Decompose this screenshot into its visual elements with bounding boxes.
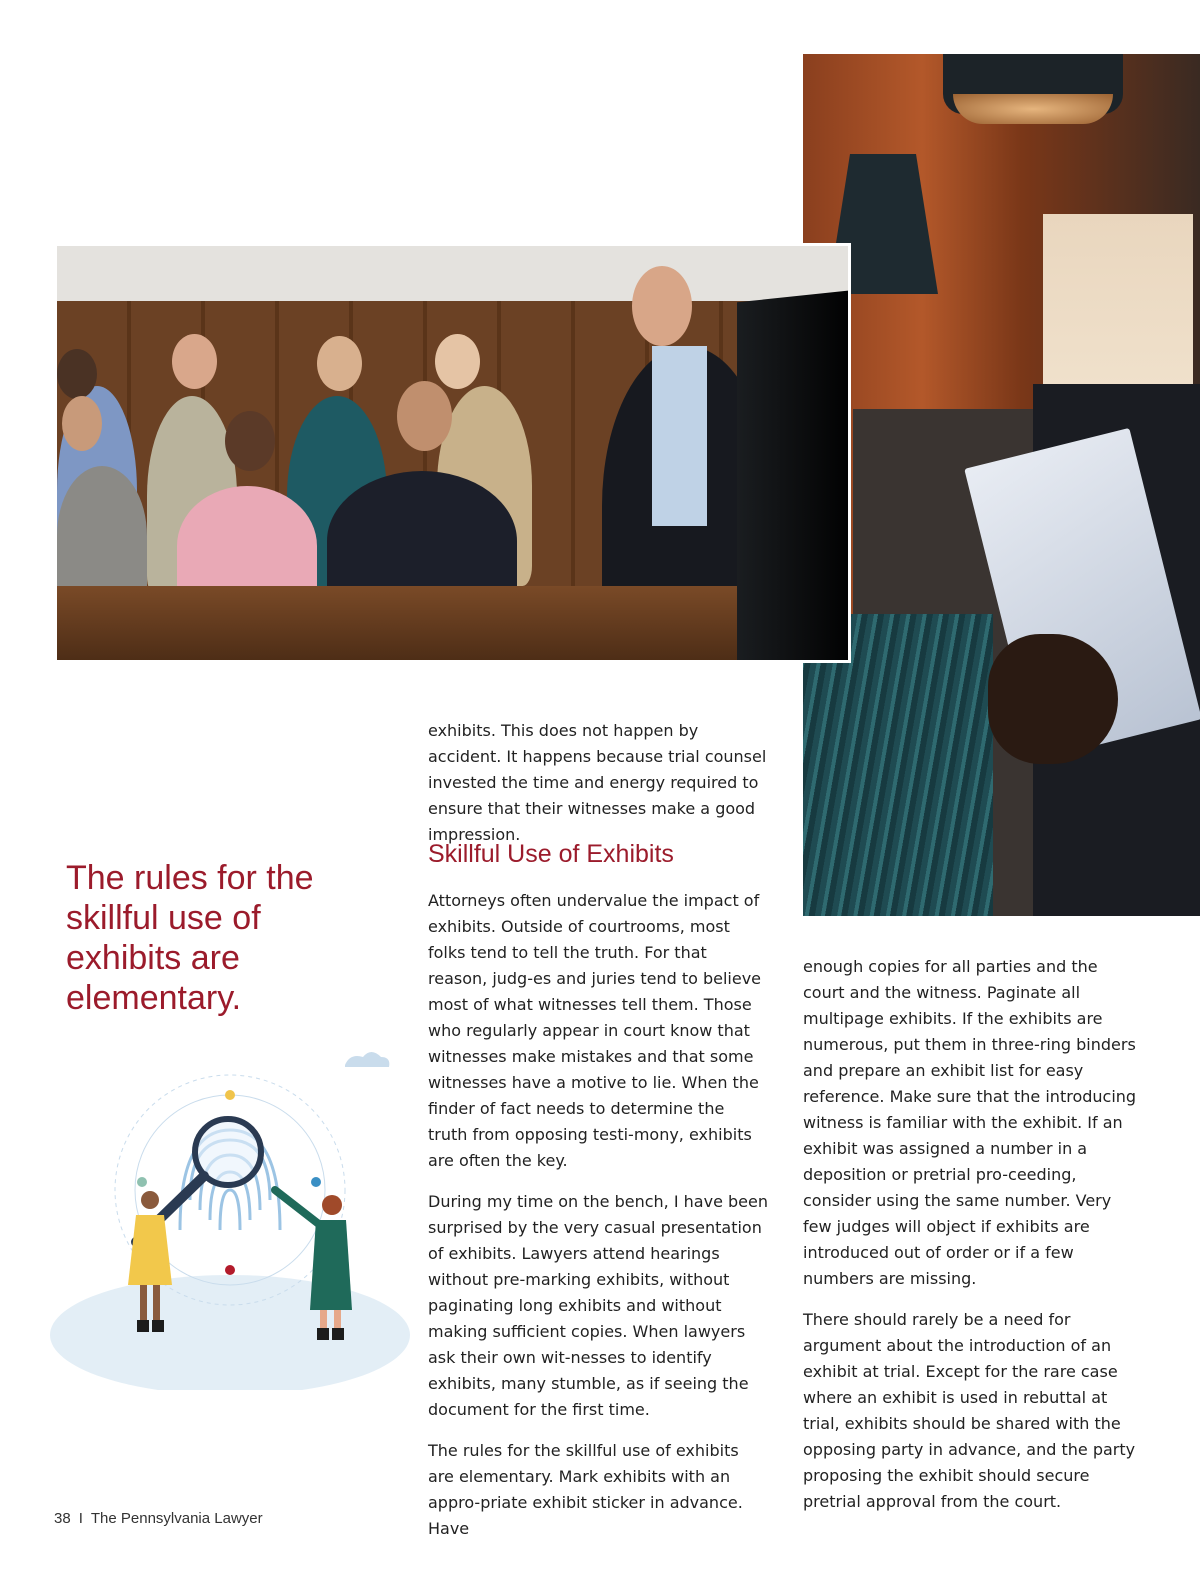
page-number: 38 <box>54 1510 71 1527</box>
paragraph: During my time on the bench, I have been surprised by the very casual presentation of exhibits. Lawyers attend hearings without pre-marking exhibits, without paginating long exhibits and without making sufficient copies. When lawyers ask their own wit-nesses to identify exhibits, many stumble, as if seeing the document for the first time. <box>428 1192 768 1419</box>
paragraph: There should rarely be a need for argument about the introduction of an exhibit at trial. Except for the rare case where an exhibit is used in rebuttal at trial, exhibits should be shared with the opposing party in advance, and the party proposing the exhibit should secure pretrial approval from the court. <box>803 1310 1136 1511</box>
pull-quote: The rules for the skillful use of exhibits are elementary. <box>66 859 314 1017</box>
photo-person-reading-document <box>803 54 1200 916</box>
body-text-column-mid <box>428 888 768 1557</box>
footer-separator: I <box>78 1510 83 1527</box>
cloud-icon <box>345 1052 389 1067</box>
paragraph: Attorneys often undervalue the impact of exhibits. Outside of courtrooms, most folks tend to tell the truth. For that reason, judg-es and juries tend to believe most of what witnesses tell them. Those who regularly appear in court know that witnesses make mistakes and that some witnesses have a motive to lie. When the finder of fact needs to determine the truth from opposing testi-mony, exhibits are often the key. <box>428 891 762 1170</box>
section-heading: Skillful Use of Exhibits <box>428 840 674 868</box>
publication-name: The Pennsylvania Lawyer <box>90 1510 263 1527</box>
paragraph: exhibits. This does not happen by accident. It happens because trial counsel invested the time and energy required to ensure that their witnesses make a good impression. <box>428 721 767 844</box>
photo-courtroom-jury <box>54 243 851 663</box>
body-text-column-right <box>803 954 1143 1530</box>
paragraph: The rules for the skillful use of exhibits are elementary. Mark exhibits with an appro-priate exhibit sticker in advance. Have <box>428 1441 743 1538</box>
fingerprint-magnifier-illustration <box>40 1030 420 1390</box>
paragraph: enough copies for all parties and the court and the witness. Paginate all multipage exhibits. If the exhibits are numerous, put them in three-ring binders and prepare an exhibit list for easy reference. Make sure that the introducing witness is familiar with the exhibit. If an exhibit was assigned a number in a deposition or pretrial pro-ceeding, consider using the same number. Very few judges will object if exhibits are introduced out of order or if a few numbers are missing. <box>803 957 1137 1288</box>
page-footer <box>54 1510 263 1527</box>
